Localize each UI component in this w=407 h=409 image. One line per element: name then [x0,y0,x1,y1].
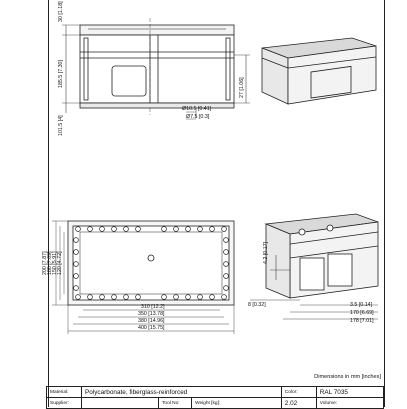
dim-diameter-7-5: Ø7.5 [0.3] [186,114,210,120]
bolt-hole [74,262,79,267]
bolt-hole [88,295,93,300]
dim-side-3-5: 3.5 [0.14] [350,302,373,308]
top-view [62,18,250,119]
supplier-label: Supplier: [47,398,82,409]
bolt-hole [124,295,129,300]
bolt-hole [74,250,79,255]
dim-front-200: 200 [7.87] [42,251,48,275]
bolt-hole [74,286,79,291]
dim-width-310: 310 [12.2] [141,304,165,310]
bolt-hole [76,295,81,300]
dim-height-lid: 30 [1.18] [58,1,64,22]
dim-right-27: 27 [1.06] [239,77,245,98]
dim-side-178: 178 [7.01] [350,318,374,324]
bolt-hole [174,227,179,232]
dim-front-120: 120 [4.72] [57,251,63,275]
bolt-hole [224,262,229,267]
bolt-hole [224,286,229,291]
bolt-hole [222,227,227,232]
bolt-hole [74,274,79,279]
bolt-hole [74,238,79,243]
title-block-row-material [47,387,384,398]
dim-width-380: 380 [14.96] [138,318,165,324]
dim-front-150: 150 [5.91] [52,251,58,275]
color-value: RAL 7035 [316,387,383,398]
isometric-view-bottom [266,214,378,298]
tool-label: Tool No: [159,398,192,409]
bolt-hole [174,295,179,300]
isometric-view-top [262,38,376,104]
material-label: Material: [47,387,82,398]
weight-value: 2.02 [281,398,316,409]
bolt-hole [198,227,203,232]
color-label: Color: [281,387,316,398]
bolt-hole [88,227,93,232]
bolt-hole [112,295,117,300]
bolt-hole [222,295,227,300]
dim-front-180: 180 [7.09] [47,251,53,275]
weight-label: Weight [kg]: [192,398,282,409]
title-block [46,386,384,409]
volume-label: Volume: [316,398,383,409]
bolt-hole [186,227,191,232]
dim-side-8: 8 [0.32] [248,302,266,308]
dim-diameter-10-5: Ø10.5 [0.41] [182,106,212,112]
bolt-hole [136,227,141,232]
dim-height-bottom: 101.5 [4] [58,115,64,136]
dim-width-350: 350 [13.78] [138,311,165,317]
bolt-hole [162,295,167,300]
bolt-hole [198,295,203,300]
bolt-hole [76,227,81,232]
dim-height-body: 185.5 [7.30] [58,60,64,88]
bolt-hole [186,295,191,300]
bolt-hole [100,295,105,300]
bolt-hole [210,295,215,300]
front-view [68,221,234,305]
bolt-hole [210,227,215,232]
dim-4-2: 4.2 [0.17] [263,241,269,264]
dim-width-400: 400 [15.75] [138,325,165,331]
bolt-hole [162,227,167,232]
dim-side-170: 170 [6.69] [350,310,374,316]
bolt-hole [224,274,229,279]
bolt-hole [224,238,229,243]
bolt-hole [224,250,229,255]
bolt-hole [136,295,141,300]
bolt-hole [124,227,129,232]
units-note: Dimensions in mm [inches] [314,374,381,380]
bolt-hole [112,227,117,232]
material-value: Polycarbonate, fiberglass-reinforced [82,387,282,398]
bolt-hole [100,227,105,232]
